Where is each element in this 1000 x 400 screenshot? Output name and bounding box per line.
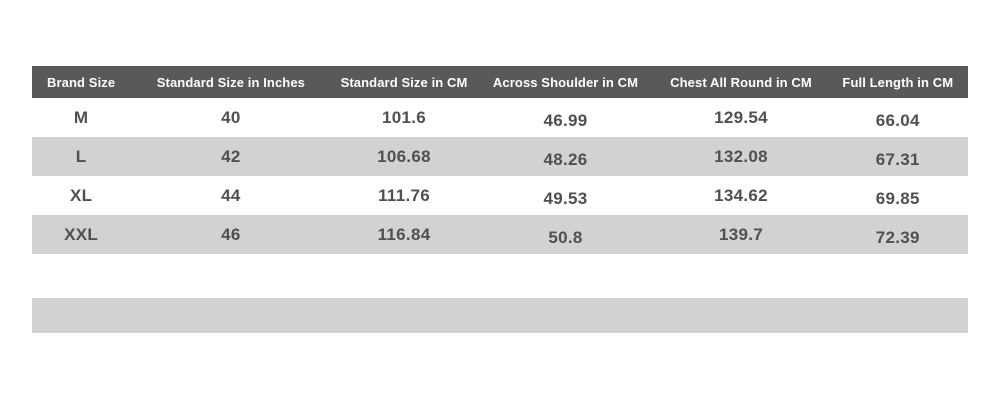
table-cell xyxy=(654,176,827,215)
full-length-value: 66.04 xyxy=(875,110,920,130)
chest-all-round-value: 129.54 xyxy=(714,107,768,127)
table-row-xxl xyxy=(32,215,968,254)
table-cell xyxy=(654,98,827,137)
full-length-value: 72.39 xyxy=(875,227,920,247)
brand-size-value: XL xyxy=(69,185,93,205)
brand-size-value: L xyxy=(75,146,87,166)
table-cell xyxy=(332,176,477,215)
size-inches-value: 42 xyxy=(221,146,241,166)
table-cell xyxy=(477,137,655,176)
column-header-brand-size: Brand Size xyxy=(32,66,130,98)
size-cm-value: 106.68 xyxy=(377,146,431,166)
table-cell xyxy=(32,176,130,215)
table-cell xyxy=(332,137,477,176)
chest-all-round-value: 139.7 xyxy=(718,224,763,244)
table-cell xyxy=(828,176,968,215)
across-shoulder-value: 49.53 xyxy=(543,188,588,208)
table-cell xyxy=(130,176,331,215)
table-cell xyxy=(332,98,477,137)
brand-size-value: XXL xyxy=(64,224,99,244)
across-shoulder-value: 46.99 xyxy=(543,110,588,130)
table-cell xyxy=(654,137,827,176)
size-chart-table xyxy=(32,66,968,254)
column-header-standard-size-inches: Standard Size in Inches xyxy=(130,66,331,98)
table-cell xyxy=(32,98,130,137)
table-cell xyxy=(130,98,331,137)
table-cell xyxy=(654,215,827,254)
column-header-standard-size-cm: Standard Size in CM xyxy=(332,66,477,98)
brand-size-value: M xyxy=(73,107,89,127)
size-cm-value: 116.84 xyxy=(377,224,431,244)
table-row-l xyxy=(32,137,968,176)
table-cell xyxy=(828,137,968,176)
table-cell xyxy=(32,215,130,254)
size-cm-value: 111.76 xyxy=(378,185,430,205)
column-header-full-length-cm: Full Length in CM xyxy=(828,66,968,98)
table-cell xyxy=(828,215,968,254)
table-cell xyxy=(477,215,655,254)
table-cell xyxy=(130,137,331,176)
table-cell xyxy=(477,176,655,215)
column-header-across-shoulder-cm: Across Shoulder in CM xyxy=(477,66,655,98)
table-cell xyxy=(32,137,130,176)
full-length-value: 67.31 xyxy=(875,149,920,169)
size-inches-value: 44 xyxy=(221,185,241,205)
chest-all-round-value: 132.08 xyxy=(714,146,768,166)
full-length-value: 69.85 xyxy=(875,188,920,208)
table-cell xyxy=(130,215,331,254)
across-shoulder-value: 50.8 xyxy=(548,227,583,247)
across-shoulder-value: 48.26 xyxy=(543,149,588,169)
empty-spacer-row xyxy=(32,298,968,333)
size-cm-value: 101.6 xyxy=(382,107,427,127)
table-cell xyxy=(332,215,477,254)
table-cell xyxy=(477,98,655,137)
table-row-xl xyxy=(32,176,968,215)
column-header-chest-all-round-cm: Chest All Round in CM xyxy=(654,66,827,98)
table-cell xyxy=(828,98,968,137)
chest-all-round-value: 134.62 xyxy=(714,185,768,205)
size-inches-value: 46 xyxy=(221,224,241,244)
table-header-row xyxy=(32,66,968,98)
table-row-m xyxy=(32,98,968,137)
size-inches-value: 40 xyxy=(221,107,241,127)
